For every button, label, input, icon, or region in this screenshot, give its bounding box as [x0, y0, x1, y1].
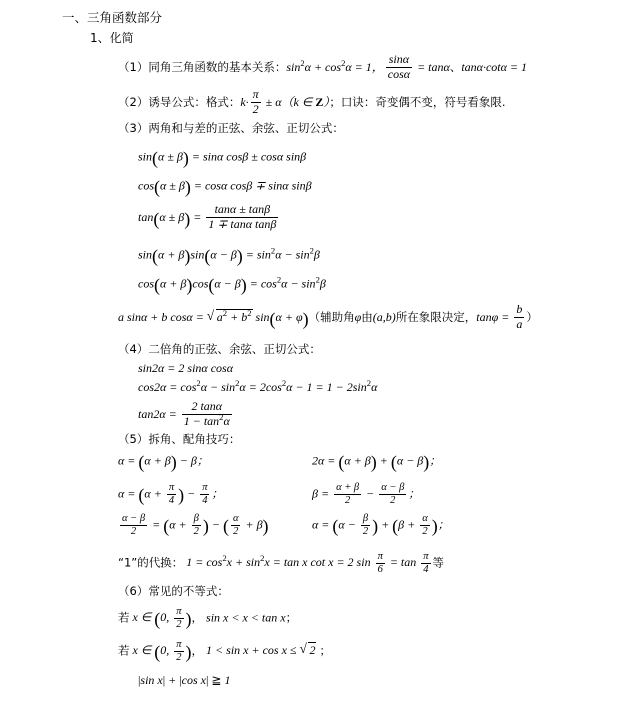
- item-6-line-2: 若 x ∈ (0, $\frac{\pi}{2}$ )， 1 < sin x + cos x ≤ √ 2 ；: [118, 639, 331, 664]
- item-1-formula: $\sin^2\alpha + \cos^2\alpha = 1$， $\frac{\sin\alpha}{\cos\alpha}$ = tanα: [286, 52, 450, 81]
- item-2-line: （2）诱导公式：格式：k· $\frac{\pi}{2}$ ± α（k ∈ Z）；口诀：奇变偶不变，符号看象限.: [118, 87, 506, 116]
- item-3-formula-3: tan(α ± β) = $\frac{\tan\alpha \pm \tan\beta}{\text{1 ∓ tanα tanβ}}$: [138, 202, 277, 231]
- item-6-line-3: |sin x| + |cos x| ≧ 1: [138, 673, 231, 687]
- item-4-label: （4）二倍角的正弦、余弦、正切公式：: [118, 342, 321, 356]
- item-4-formula-3: tan2α = $\frac{2 \tan\alpha}{1 - \tan^2\alpha}$: [138, 399, 230, 428]
- item-3-formula-6: a sinα + b cosα = √ $a^2 + b^2$ sin(α + φ)（辅助角φ由(a,b)所在象限决定，tanφ = $\frac{b}{a}$ ）: [118, 303, 538, 332]
- item-3-formula-4: $\sin(\alpha + \beta)\sin(\alpha - \beta) = \sin^2\alpha - \sin^2\beta$: [138, 245, 320, 266]
- item-5-row-3-right: α = (α − $\frac{\beta}{2}$ ) + (β + $\frac{\alpha}{2}$ )；: [312, 513, 450, 538]
- item-3-note: （辅助角: [308, 310, 355, 325]
- item-6-label: （6）常见的不等式：: [118, 584, 229, 598]
- item-4-formula-1: sin2α = 2 sinα cosα: [138, 361, 233, 375]
- item-3-formula-5: $\cos(\alpha + \beta)\cos(\alpha - \beta) = \cos^2\alpha - \sin^2\beta$: [138, 274, 326, 295]
- item-5-note: “1”的代换： $1 = \cos^2x + \sin^2x = \tan x$ cot x = 2 sin $\frac{\pi}{6}$ = tan $\frac{\pi}{4}$ 等: [118, 551, 445, 576]
- item-5-label: （5）拆角、配角技巧：: [118, 432, 241, 446]
- item-3-formula-1: sin(α ± β) = sinα cosβ ± cosα sinβ: [138, 148, 307, 168]
- item-6-line-1: 若 x ∈ (0, $\frac{\pi}{2}$ )， sin x < x < tan x；: [118, 606, 298, 631]
- item-4-formula-2: $\cos 2\alpha = \cos^2\alpha - \sin^2\alpha = 2\cos^2\alpha - 1 = 1 - 2\sin^2\alpha$: [138, 378, 378, 394]
- item-2-label: （2）诱导公式：格式：: [118, 95, 241, 110]
- item-5-row-1-right: 2α = (α + β) + (α − β)；: [312, 452, 441, 472]
- item-1-label: （1）同角三角函数的基本关系：: [118, 60, 287, 75]
- item-3-label: （3）两角和与差的正弦、余弦、正切公式：: [118, 121, 344, 135]
- section-title: 一、三角函数部分: [62, 10, 163, 25]
- item-5-row-2-left: α = (α + $\frac{\pi}{4}$ ) − $\frac{\pi}{4}$ ；: [118, 482, 223, 507]
- item-1-line: （1）同角三角函数的基本关系：$\sin^2\alpha + \cos^2\alpha = 1$， $\frac{\sin\alpha}{\cos\alpha}$ = tanα、tanα·cotα = 1: [118, 52, 528, 81]
- item-5-row-2-right: β = $\frac{\alpha + \beta}{2}$ − $\frac{\alpha - \beta}{2}$ ；: [312, 482, 420, 507]
- item-5-row-1-left: α = (α + β) − β；: [118, 452, 209, 472]
- item-3-formula-2: cos(α ± β) = cosα cosβ ∓ sinα sinβ: [138, 177, 312, 197]
- subsection-title: 1、化简: [90, 31, 134, 45]
- item-2-formula: k· $\frac{\pi}{2}$ ± α（k ∈ Z）: [240, 87, 330, 116]
- item-5-row-3-left: $\frac{\alpha - \beta}{2}$ = (α + $\frac{\beta}{2}$ ) − ( $\frac{\alpha}{2}$ + β): [122, 513, 269, 538]
